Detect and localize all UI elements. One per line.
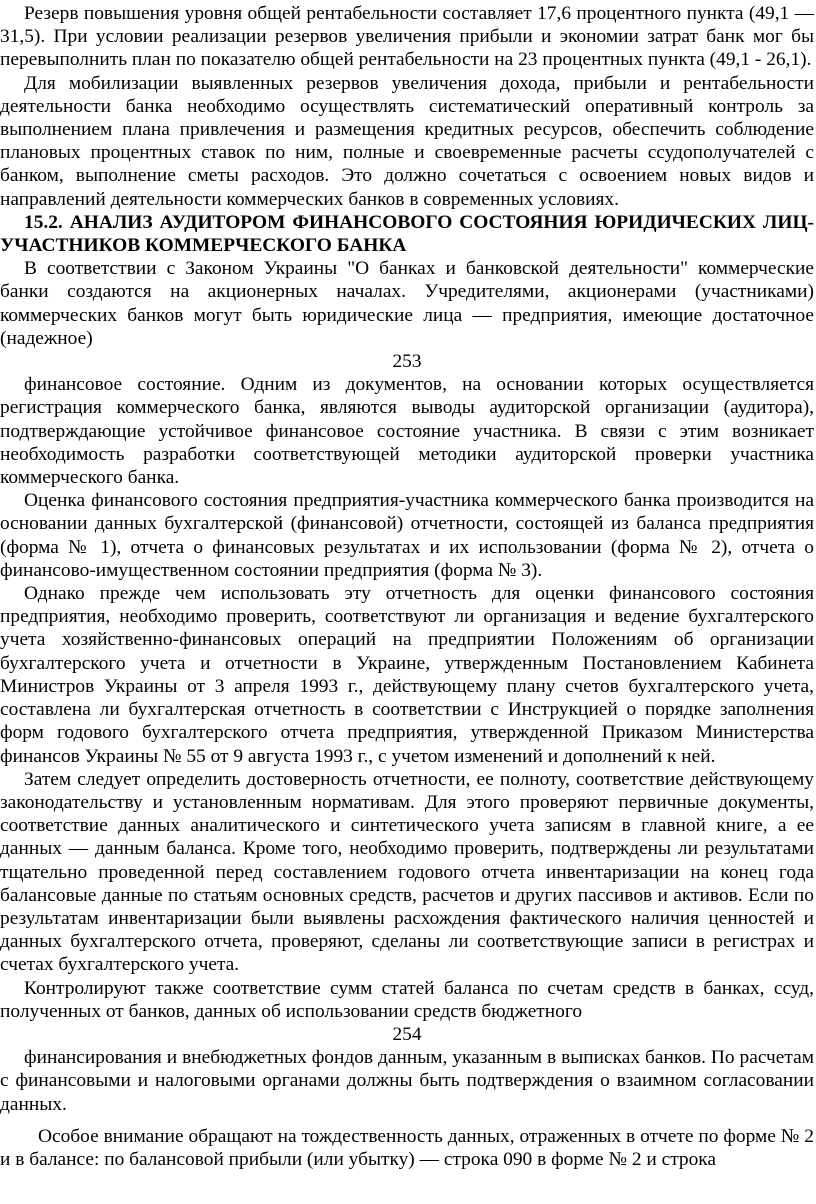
paragraph-assessment: Оценка финансового состояния предприятия-участника коммерческого банка производится на основании данных бухгалтерской (финансовой) отчетности, состоящей из баланса предприятия (форма № 1), отчета о финансовых результатах и их использовании (форма № 2), отчета о финансово-имущественном состоянии предприятия (форма № 3). [0,490,814,581]
paragraph-special-attention: Особое внимание обращают на тождественность данных, отраженных в отчете по форме № 2 и в балансе: по балансовой прибыли (или убытку) — строка 090 в форме № 2 и строка [0,1125,814,1170]
page-number-253: 253 [392,351,422,373]
paragraph-financial-state: финансовое состояние. Одним из документов, на основании которых осуществляется регистрация коммерческого банка, являются выводы аудиторской организации (аудитора), подтверждающие устойчивое финансовое состояние участника. В связи с этим возникает необходимость разработки соответствующей методики аудиторской проверки участника коммерческого банка. [0,374,814,489]
paragraph-mobilization-reserves: Для мобилизации выявленных резервов увеличения дохода, прибыли и рентабельности деятельности банка необходимо осуществлять систематический оперативный контроль за выполнением плана привлечения и размещения кредитных ресурсов, обеспечить соблюдение плановых процентных ставок по ним, полные и своевременные расчеты ссудополучателей с банком, выполнение сметы расходов. Это должно сочетаться с освоением новых видов и направлений деятельности коммерческих банков в современных условиях. [0,72,814,210]
page-number-254: 254 [392,1023,422,1045]
paragraph-reserve-profitability: Резерв повышения уровня общей рентабельности составляет 17,6 процентного пункта (49,1 — 31,5). При условии реализации резервов увеличения прибыли и экономии затрат банк мог бы перевыполнить план по показателю общей рентабельности на 23 процентных пункта (49,1 - 26,1). [0,3,814,71]
paragraph-however: Однако прежде чем использовать эту отчетность для оценки финансового состояния предприятия, необходимо проверить, соответствуют ли организация и ведение бухгалтерского учета хозяйственно-финансовых операций на предприятии Положениям об организации бухгалтерского учета и отчетности в Украине, утвержденным Постановлением Кабинета Министров Украины от 3 апреля 1993 г., действующему плану счетов бухгалтерского учета, составлена ли бухгалтерская отчетность в соответствии с Инструкцией о порядке заполнения форм годового бухгалтерского отчета предприятия, утвержденной Приказом Министерства финансов Украины № 55 от 9 августа 1993 г., с учетом изменений и дополнений к ней. [0,583,814,767]
section-heading: 15.2. АНАЛИЗ АУДИТОРОМ ФИНАНСОВОГО СОСТОЯНИЯ ЮРИДИЧЕСКИХ ЛИЦ-УЧАСТНИКОВ КОММЕРЧЕСКОГО БАНКА [0,211,814,257]
paragraph-control-balances: Контролируют также соответствие сумм статей баланса по счетам средств в банках, ссуд, полученных от банков, данных об использовании средств бюджетного [0,977,814,1022]
document-page [0,2,816,1171]
paragraph-financing: финансирования и внебюджетных фондов данным, указанным в выписках банков. По расчетам с финансовыми и налоговыми органами должны быть подтверждения о взаимном согласовании данных. [0,1047,814,1115]
paragraph-law-of-ukraine: В соответствии с Законом Украины "О банках и банковской деятельности" коммерческие банки создаются на акционерных началах. Учредителями, акционерами (участниками) коммерческих банков могут быть юридические лица — предприятия, имеющие достаточное (надежное) [0,258,814,349]
paragraph-reliability: Затем следует определить достоверность отчетности, ее полноту, соответствие действующему законодательству и установленным нормативам. Для этого проверяют первичные документы, соответствие данных аналитического и синтетического учета записям в главной книге, а ее данных — данным баланса. Кроме того, необходимо проверить, подтверждены ли результатами тщательно проведенной перед составлением годового отчета инвентаризации на конец года балансовые данные по статьям основных средств, расчетов и других пассивов и активов. Если по результатам инвентаризации были выявлены расхождения фактического наличия ценностей и данных бухгалтерского отчета, проверяют, сделаны ли соответствующие записи в регистрах и счетах бухгалтерского учета. [0,768,814,976]
